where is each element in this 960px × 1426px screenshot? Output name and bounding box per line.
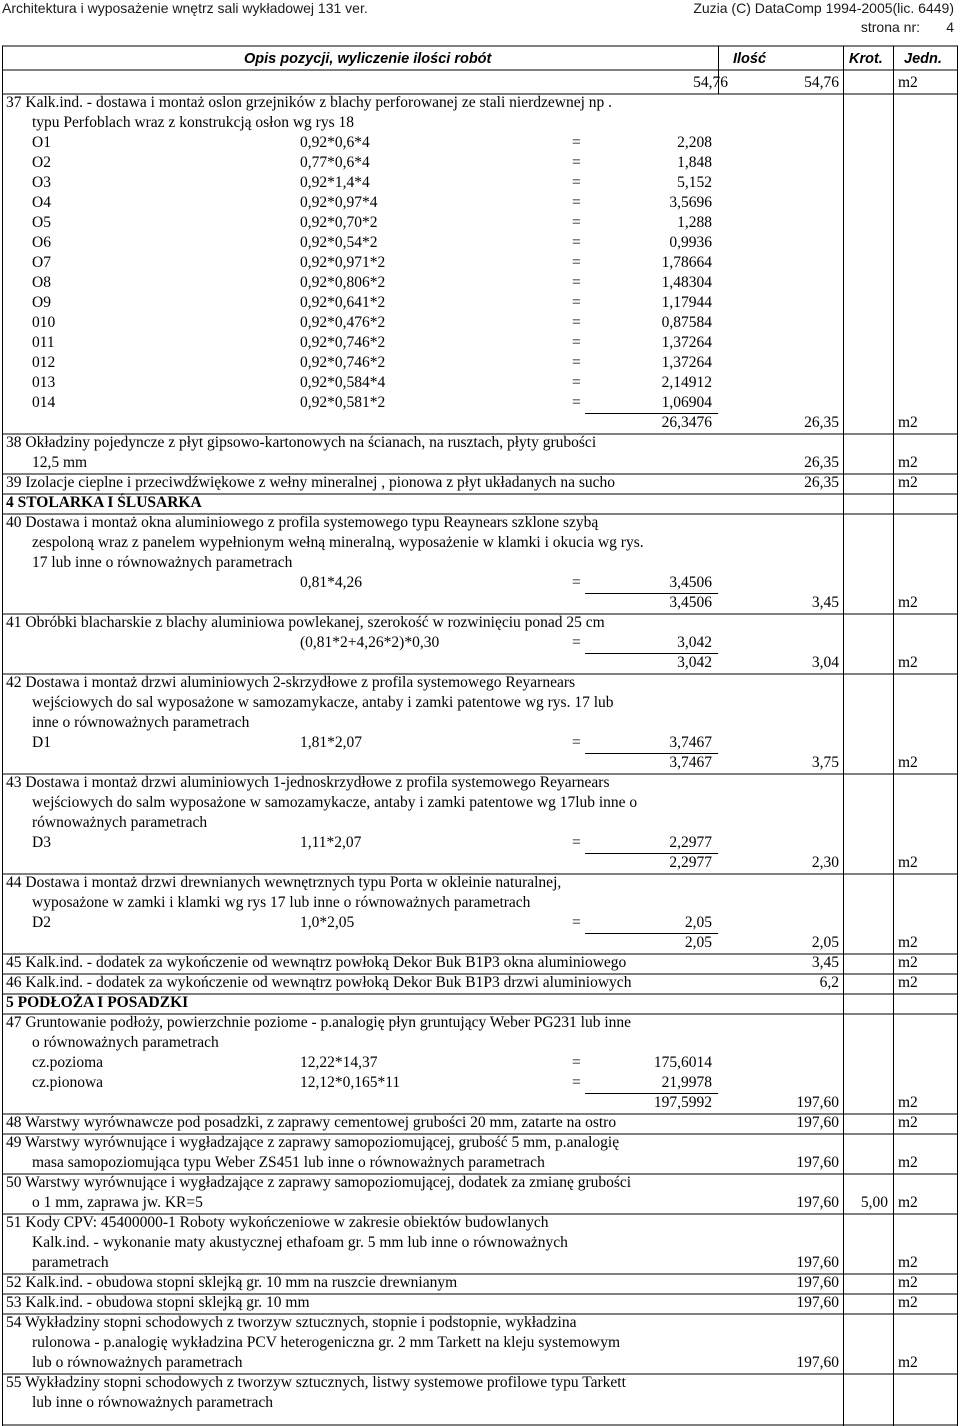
cell-text: 3,04	[811, 654, 839, 671]
cell-text: 0,92*0,70*2	[300, 214, 378, 231]
cell-text: O4	[32, 194, 51, 211]
cell-text: 3,45	[811, 954, 839, 971]
cell-text: 197,60	[796, 1354, 839, 1371]
cell-text: 197,60	[796, 1194, 839, 1211]
cell-text: 1,37264	[661, 354, 712, 371]
cell-text: wejściowych do salm wyposażone w samozamykacze, antaby i zamki patentowe wg 17lub inne o	[32, 794, 638, 811]
cell-text: 49 Warstwy wyrównujące i wygładzające z zaprawy samopoziomującej, grubość 5 mm, p.analogię	[6, 1134, 620, 1151]
cell-text: zespoloną wraz z panelem wypełnionym wełną mineralną, wyposażenie w klamki i okucia wg rys.	[32, 534, 644, 551]
cell-text: 011	[32, 334, 55, 351]
cell-text: 0,92*0,54*2	[300, 234, 378, 251]
cell-text: 1,37264	[661, 334, 712, 351]
cell-text: cz.pozioma	[32, 1054, 104, 1071]
cell-text: m2	[898, 1114, 918, 1131]
cell-text: wyposażone w zamki i klamki wg rys 17 lub inne o równoważnych parametrach	[32, 894, 531, 911]
cell-text: =	[572, 134, 581, 151]
cell-text: 197,5992	[653, 1094, 712, 1111]
cell-text: =	[572, 174, 581, 191]
cell-text: 0,92*0,581*2	[300, 394, 386, 411]
cell-text: =	[572, 1054, 581, 1071]
cell-text: =	[572, 914, 581, 931]
page-number-label: strona nr:	[860, 19, 920, 35]
cell-text: 0,92*0,6*4	[300, 134, 370, 151]
cell-text: 5,152	[677, 174, 712, 191]
cell-text: m2	[898, 474, 918, 491]
cell-text: 2,14912	[661, 374, 712, 391]
cell-text: =	[572, 274, 581, 291]
cell-text: O3	[32, 174, 51, 191]
cell-text: =	[572, 254, 581, 271]
cell-text: 50 Warstwy wyrównujące i wygładzające z zaprawy samopoziomującej, dodatek za zmianę grubości	[6, 1174, 632, 1191]
cell-text: m2	[898, 1094, 918, 1111]
cell-text: 12,12*0,165*11	[300, 1074, 401, 1091]
cell-text: 0,92*0,476*2	[300, 314, 386, 331]
cell-text: =	[572, 234, 581, 251]
cell-text: 0,92*0,746*2	[300, 334, 386, 351]
cell-text: 37 Kalk.ind. - dostawa i montaż oslon grzejników z blachy perforowanej ze stali nierdzewnej np .	[6, 94, 613, 111]
cell-text: cz.pionowa	[32, 1074, 104, 1091]
cell-text: m2	[898, 454, 918, 471]
cell-text: =	[572, 194, 581, 211]
cell-text: 1,48304	[661, 274, 712, 291]
cell-text: =	[572, 1074, 581, 1091]
cell-text: m2	[898, 754, 918, 771]
cell-text: 012	[32, 354, 56, 371]
cell-text: 0,92*0,806*2	[300, 274, 386, 291]
cell-text: m2	[898, 1294, 918, 1311]
cell-text: m2	[898, 934, 918, 951]
cell-text: parametrach	[32, 1254, 109, 1271]
cell-text: 41 Obróbki blacharskie z blachy aluminiowa powlekanej, szerokość w rozwinięciu ponad 25 cm	[6, 614, 605, 631]
cell-text: 2,2977	[669, 834, 712, 851]
cell-text: 1,288	[677, 214, 712, 231]
cell-text: 26,35	[804, 414, 839, 431]
cell-text: 44 Dostawa i montaż drzwi drewnianych wewnętrznych typu Porta w okleinie naturalnej,	[6, 874, 562, 891]
cell-text: m2	[898, 414, 918, 431]
cell-text: 55 Wykładziny stopni schodowych z tworzyw sztucznych, listwy systemowe profilowe typu Tarkett	[6, 1374, 626, 1391]
cell-text: 0,81*4,26	[300, 574, 362, 591]
cell-text: 47 Gruntowanie podłoży, powierzchnie poziome - p.analogię płyn gruntujący Weber PG231 lub inne	[6, 1014, 632, 1031]
cell-text: 197,60	[796, 1294, 839, 1311]
cell-text: 51 Kody CPV: 45400000-1 Roboty wykończeniowe w zakresie obiektów budowlanych	[6, 1214, 549, 1231]
cell-text: 43 Dostawa i montaż drzwi aluminiowych 1-jednoskrzydłowe z profila systemowego Reyarnears	[6, 774, 610, 791]
cell-text: 54,76	[804, 74, 839, 91]
cell-text: 45 Kalk.ind. - dodatek za wykończenie od wewnątrz powłoką Dekor Buk B1P3 okna aluminiowego	[6, 954, 627, 971]
cell-text: O2	[32, 154, 51, 171]
cell-text: m2	[898, 954, 918, 971]
cell-text: 014	[32, 394, 56, 411]
cell-text: 1,17944	[661, 294, 712, 311]
cell-text: 40 Dostawa i montaż okna aluminiowego z profila systemowego typu Reaynears szklone szybą	[6, 514, 599, 531]
cell-text: 2,2977	[669, 854, 712, 871]
cell-text: 1,78664	[661, 254, 712, 271]
cell-text: 3,75	[811, 754, 839, 771]
cell-text: =	[572, 354, 581, 371]
cell-text: wejściowych do sal wyposażone w samozamykacze, antaby i zamki patentowe wg rys. 17 lub	[32, 694, 614, 711]
cell-text: 3,042	[677, 654, 712, 671]
cell-text: 0,92*0,971*2	[300, 254, 386, 271]
cell-text: m2	[898, 974, 918, 991]
cell-text: 5,00	[860, 1194, 888, 1211]
cell-text: 3,4506	[669, 574, 712, 591]
cell-text: 3,7467	[669, 734, 712, 751]
cell-text: 53 Kalk.ind. - obudowa stopni sklejką gr. 10 mm	[6, 1294, 310, 1311]
cell-text: 3,45	[811, 594, 839, 611]
software-license: Zuzia (C) DataComp 1994-2005(lic. 6449)	[693, 0, 954, 16]
cell-text: 197,60	[796, 1094, 839, 1111]
column-header-quantity: Ilość	[733, 51, 767, 67]
cell-text: 010	[32, 314, 56, 331]
cell-text: typu Perfoblach wraz z konstrukcją osłon wg rys 18	[32, 114, 354, 131]
cell-text: m2	[898, 74, 918, 91]
cell-text: 21,9978	[661, 1074, 712, 1091]
document-title: Architektura i wyposażenie wnętrz sali wykładowej 131 ver.	[2, 0, 368, 16]
cell-text: o równoważnych parametrach	[32, 1034, 219, 1051]
cell-text: 197,60	[796, 1254, 839, 1271]
cell-text: =	[572, 374, 581, 391]
cell-text: =	[572, 294, 581, 311]
cell-text: 42 Dostawa i montaż drzwi aluminiowych 2-skrzydłowe z profila systemowego Reyarnears	[6, 674, 576, 691]
cell-text: 0,92*0,641*2	[300, 294, 386, 311]
cell-text: o 1 mm, zaprawa jw. KR=5	[32, 1194, 203, 1211]
cell-text: lub inne o równoważnych parametrach	[32, 1394, 274, 1411]
cell-text: O7	[32, 254, 51, 271]
cell-text: =	[572, 214, 581, 231]
cell-text: 26,35	[804, 474, 839, 491]
cell-text: =	[572, 734, 581, 751]
cell-text: 1,81*2,07	[300, 734, 362, 751]
cell-text: 2,05	[684, 934, 712, 951]
cell-text: m2	[898, 1274, 918, 1291]
cell-text: D3	[32, 834, 51, 851]
cell-text: 6,2	[819, 974, 839, 991]
cell-text: 1,06904	[661, 394, 712, 411]
cell-text: 1,11*2,07	[300, 834, 362, 851]
cell-text: 39 Izolacje cieplne i przeciwdźwiękowe z wełny mineralnej , pionowa z płyt układanych na sucho	[6, 474, 616, 491]
cell-text: m2	[898, 1154, 918, 1171]
column-header-factor: Krot.	[849, 51, 883, 67]
cell-text: 3,4506	[669, 594, 712, 611]
cell-text: 3,042	[677, 634, 712, 651]
cell-text: inne o równoważnych parametrach	[32, 714, 250, 731]
page-number: 4	[946, 19, 954, 35]
cell-text: 2,05	[811, 934, 839, 951]
cell-text: 26,35	[804, 454, 839, 471]
cell-text: masa samopoziomująca typu Weber ZS451 lub inne o równoważnych parametrach	[32, 1154, 545, 1171]
cell-text: rulonowa - p.analogię wykładzina PCV heterogeniczna gr. 2 mm Tarkett na kleju systemowym	[32, 1334, 621, 1351]
cell-text: 3,7467	[669, 754, 712, 771]
cell-text: =	[572, 834, 581, 851]
cell-text: m2	[898, 654, 918, 671]
column-header-unit: Jedn.	[904, 51, 942, 67]
cell-text: 2,208	[677, 134, 712, 151]
cell-text: 197,60	[796, 1114, 839, 1131]
cell-text: 0,9936	[669, 234, 712, 251]
cell-text: m2	[898, 1354, 918, 1371]
cell-text: lub o równoważnych parametrach	[32, 1354, 243, 1371]
cell-text: O8	[32, 274, 51, 291]
cell-text: 5 PODŁOŻA I POSADZKI	[6, 994, 189, 1011]
cell-text: 46 Kalk.ind. - dodatek za wykończenie od wewnątrz powłoką Dekor Buk B1P3 drzwi aluminiowych	[6, 974, 632, 991]
cell-text: =	[572, 574, 581, 591]
cell-text: 48 Warstwy wyrównawcze pod posadzki, z zaprawy cementowej grubości 20 mm, zatarte na ostro	[6, 1114, 617, 1131]
cell-text: 3,5696	[669, 194, 712, 211]
cell-text: 26,3476	[661, 414, 712, 431]
cell-text: m2	[898, 1194, 918, 1211]
cell-text: O5	[32, 214, 51, 231]
cell-text: m2	[898, 1254, 918, 1271]
cell-text: =	[572, 334, 581, 351]
cell-text: O9	[32, 294, 51, 311]
column-header-description: Opis pozycji, wyliczenie ilości robót	[244, 51, 492, 67]
cell-text: 0,92*1,4*4	[300, 174, 370, 191]
cell-text: =	[572, 634, 581, 651]
cell-text: 38 Okładziny pojedyncze z płyt gipsowo-kartonowych na ścianach, na rusztach, płyty grubości	[6, 434, 597, 451]
cell-text: m2	[898, 594, 918, 611]
cell-text: 0,77*0,6*4	[300, 154, 370, 171]
cell-text: O1	[32, 134, 51, 151]
cell-text: 197,60	[796, 1154, 839, 1171]
cell-text: 2,30	[811, 854, 839, 871]
cell-text: 1,0*2,05	[300, 914, 355, 931]
cell-text: 0,92*0,97*4	[300, 194, 378, 211]
cell-text: 17 lub inne o równoważnych parametrach	[32, 554, 293, 571]
cell-text: 0,92*0,584*4	[300, 374, 386, 391]
cell-text: 2,05	[684, 914, 712, 931]
cell-text: 197,60	[796, 1274, 839, 1291]
cell-text: 54 Wykładziny stopni schodowych z tworzyw sztucznych, stopnie i podstopnie, wykładzina	[6, 1314, 577, 1331]
cell-text: D1	[32, 734, 51, 751]
cell-text: 12,22*14,37	[300, 1054, 378, 1071]
cell-text: =	[572, 154, 581, 171]
cell-text: Kalk.ind. - wykonanie maty akustycznej ethafoam gr. 5 mm lub inne o równoważnych	[32, 1234, 568, 1251]
cell-text: =	[572, 314, 581, 331]
cell-text: D2	[32, 914, 51, 931]
cell-text: (0,81*2+4,26*2)*0,30	[300, 634, 440, 651]
cell-text: 0,92*0,746*2	[300, 354, 386, 371]
cell-text: 175,6014	[653, 1054, 712, 1071]
cell-text: 52 Kalk.ind. - obudowa stopni sklejką gr. 10 mm na ruszcie drewnianym	[6, 1274, 458, 1291]
cell-text: O6	[32, 234, 51, 251]
cell-text: równoważnych parametrach	[32, 814, 208, 831]
cell-text: 54,76	[693, 74, 728, 91]
cell-text: 1,848	[677, 154, 712, 171]
cell-text: =	[572, 394, 581, 411]
cell-text: 4 STOLARKA I ŚLUSARKA	[6, 494, 202, 511]
cell-text: 013	[32, 374, 56, 391]
cell-text: 0,87584	[661, 314, 712, 331]
cell-text: 12,5 mm	[32, 454, 88, 471]
cell-text: m2	[898, 854, 918, 871]
